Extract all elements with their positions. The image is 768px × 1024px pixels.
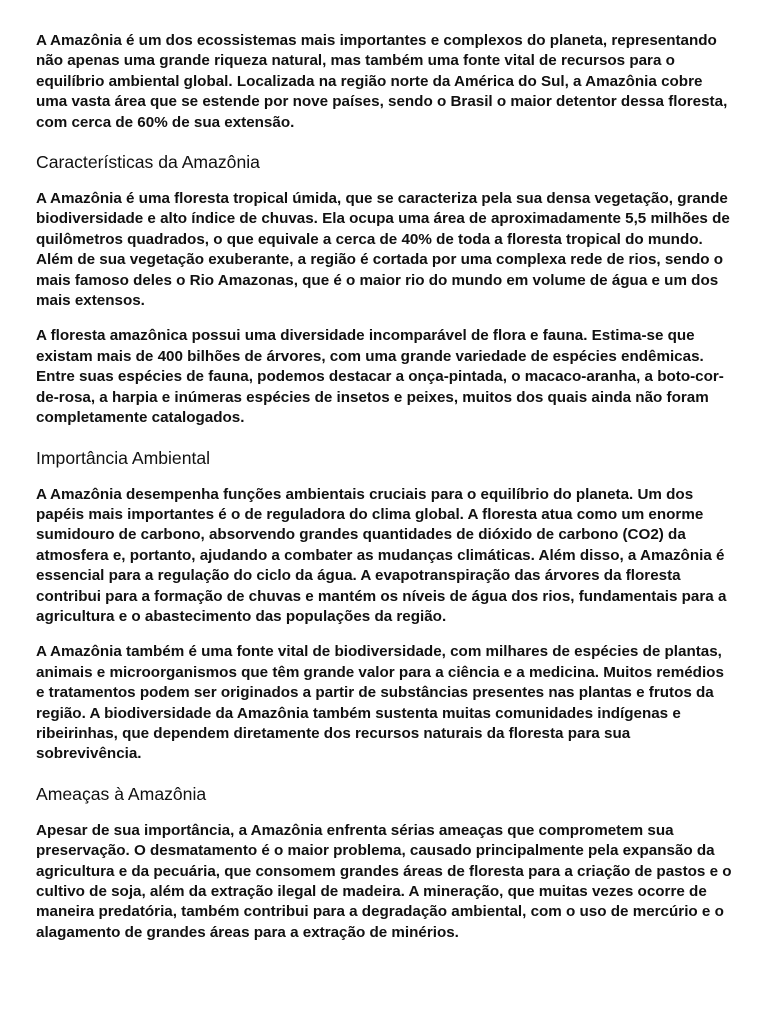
paragraph-caracteristicas-1: A Amazônia é uma floresta tropical úmida, que se caracteriza pela sua densa vegetação, grande biodiversidade e alto índice de chuvas. Ela ocupa uma área de aproximadamente 5,5 milhões de quilômetros quadrados, o que equivale a cerca de 40% de toda a floresta tropical do mundo. Além de sua vegetação exuberante, a região é cortada por uma complexa rede de rios, sendo o mais famoso deles o Rio Amazonas, que é o maior rio do mundo em volume de água e um dos mais extensos. [36, 190, 730, 310]
paragraph-importancia-1: A Amazônia desempenha funções ambientais cruciais para o equilíbrio do planeta. Um dos papéis mais importantes é o de reguladora do clima global. A floresta atua como um enorme sumidouro de carbono, absorvendo grandes quantidades de dióxido de carbono (CO2) da atmosfera e, portanto, ajudando a combater as mudanças climáticas. Além disso, a Amazônia é essencial para a regulação do ciclo da água. A evapotranspiração das árvores da floresta contribui para a formação de chuvas e mantém os níveis de água dos rios, fundamentais para a agricultura e o abastecimento das populações da região. [36, 485, 727, 625]
section-heading-ameacas: Ameaças à Amazônia [36, 783, 207, 804]
section-heading-caracteristicas: Características da Amazônia [36, 152, 260, 173]
intro-paragraph: A Amazônia é um dos ecossistemas mais importantes e complexos do planeta, representando não apenas uma grande riqueza natural, mas também uma fonte vital de recursos para o equilíbrio ambiental global. Localizada na região norte da América do Sul, a Amazônia cobre uma vasta área que se estende por nove países, sendo o Brasil o maior detentor dessa floresta, com cerca de 60% de sua extensão. [36, 32, 728, 131]
section-heading-importancia: Importância Ambiental [36, 447, 211, 468]
paragraph-importancia-2: A Amazônia também é uma fonte vital de biodiversidade, com milhares de espécies de plantas, animais e microorganismos que têm grande valor para a ciência e a medicina. Muitos remédios e tratamentos podem ser originados a partir de substâncias presentes nas plantas e frutos da região. A biodiversidade da Amazônia também sustenta muitas comunidades indígenas e ribeirinhas, que dependem diretamente dos recursos naturais da floresta para sua sobrevivência. [36, 643, 724, 763]
paragraph-ameacas-1: Apesar de sua importância, a Amazônia enfrenta sérias ameaças que comprometem sua preservação. O desmatamento é o maior problema, causado principalmente pela expansão da agricultura e da pecuária, que consomem grandes áreas de floresta para a criação de pastos e o cultivo de soja, além da extração ilegal de madeira. A mineração, que muitas vezes ocorre de maneira predatória, também contribui para a degradação ambiental, com o uso de mercúrio e o alagamento de grandes áreas para a extração de minérios. [36, 821, 732, 941]
section-ameacas [36, 783, 736, 943]
document-page [36, 31, 736, 958]
section-caracteristicas [36, 151, 736, 428]
paragraph-caracteristicas-2: A floresta amazônica possui uma diversidade incomparável de flora e fauna. Estima-se que existam mais de 400 bilhões de árvores, com uma grande variedade de espécies endêmicas. Entre suas espécies de fauna, podemos destacar a onça-pintada, o macaco-aranha, a boto-cor-de-rosa, a harpia e inúmeras espécies de insetos e peixes, muitos dos quais ainda não foram completamente catalogados. [36, 327, 724, 427]
section-importancia [36, 447, 736, 765]
